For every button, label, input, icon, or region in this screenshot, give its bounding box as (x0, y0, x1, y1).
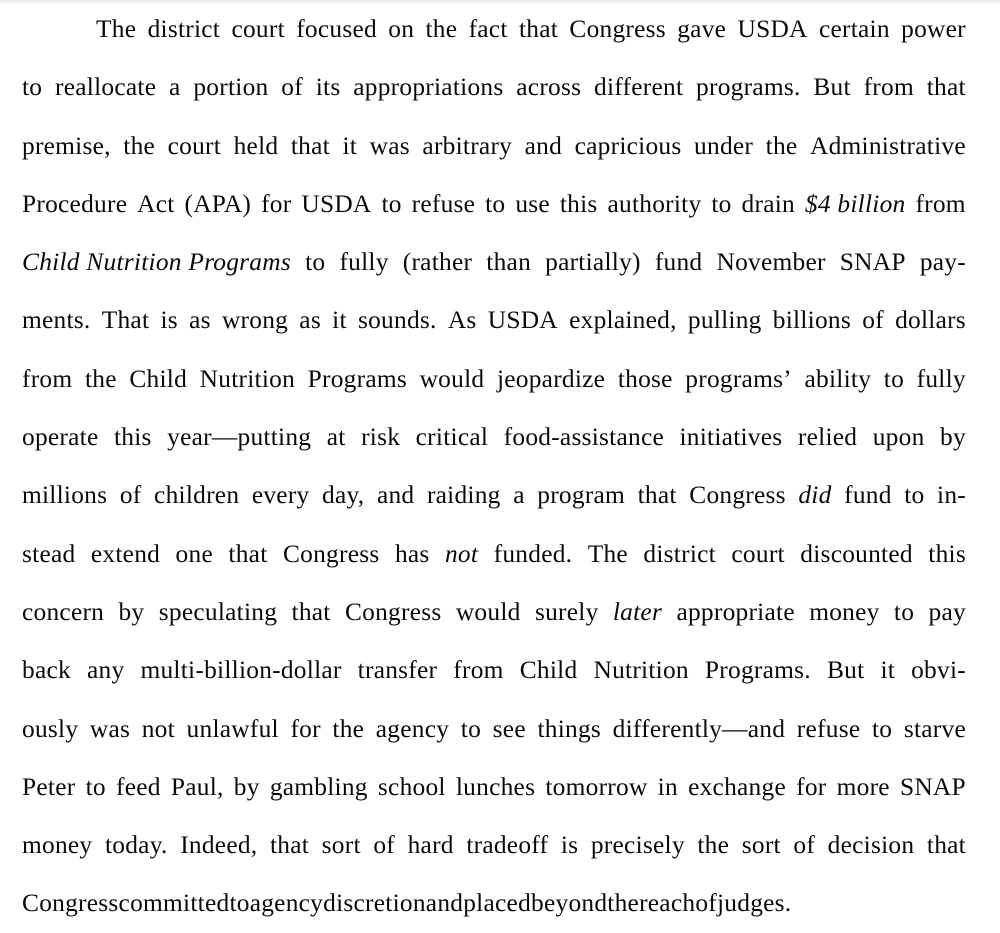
body-text: ments. (22, 306, 91, 335)
body-text: The (587, 539, 628, 568)
body-text: for (796, 772, 827, 801)
emphasis-text: later (612, 597, 663, 626)
emphasis-text: not (444, 539, 479, 568)
body-text: funded. (493, 539, 573, 568)
body-text: USDA (301, 189, 372, 218)
body-text: initiatives (679, 423, 783, 452)
body-text: things (537, 714, 602, 743)
body-text: of (793, 831, 816, 860)
body-text: as (299, 306, 321, 335)
body-text: to (904, 481, 925, 510)
body-text: and (425, 889, 464, 918)
body-text: from (915, 189, 966, 218)
body-text: appropriations (353, 73, 504, 102)
body-text: on (388, 15, 415, 43)
body-text: by (118, 597, 145, 626)
body-text: stead (22, 539, 76, 568)
body-text: transfer (357, 656, 438, 685)
body-text: Paul, (170, 772, 224, 801)
body-text: programs’ (685, 364, 792, 393)
body-text: extend (90, 539, 161, 568)
body-text: (APA) (184, 189, 252, 218)
body-text: program (537, 481, 626, 510)
body-text: is (560, 831, 579, 860)
body-text: money (809, 597, 880, 626)
body-text: gave (677, 15, 727, 43)
body-text: court (731, 539, 785, 568)
text-line (22, 408, 966, 466)
body-text: court (167, 131, 222, 160)
body-text: is (160, 306, 178, 335)
body-text: the (84, 364, 117, 393)
body-text: to (22, 73, 43, 102)
body-text: USDA (737, 15, 808, 43)
body-text: sounds. (357, 306, 437, 335)
body-text: jeopardize (496, 364, 606, 393)
body-text: Congress (22, 889, 119, 918)
body-text: at (326, 423, 346, 452)
body-text: children (154, 481, 240, 510)
body-text: to (85, 772, 106, 801)
body-text: Programs (307, 364, 407, 393)
body-text: to (381, 189, 402, 218)
body-text: more (836, 772, 890, 801)
body-text: it (342, 131, 358, 160)
body-text: obvi- (911, 656, 966, 685)
body-text: starve (903, 714, 966, 743)
body-text: refuse (796, 714, 861, 743)
body-text: as (189, 306, 211, 335)
body-text: from (22, 364, 73, 393)
body-text: was (89, 714, 131, 743)
body-text: by (233, 772, 260, 801)
body-text: a (513, 481, 525, 510)
body-text: that (269, 831, 310, 860)
body-text: Child (129, 364, 188, 393)
body-text: school (377, 772, 446, 801)
body-text: it (332, 306, 347, 335)
body-text: for (290, 714, 321, 743)
body-text: November (716, 248, 826, 277)
emphasis-text: did (798, 481, 832, 510)
body-text: its (315, 73, 341, 102)
body-text: the (123, 131, 156, 160)
body-text: district (643, 539, 716, 568)
text-line (22, 350, 966, 408)
body-text: for (261, 189, 292, 218)
body-text: reach (639, 889, 696, 918)
body-text: that (291, 597, 331, 626)
body-text: Child (519, 656, 578, 685)
body-text: today. (104, 831, 168, 860)
body-text: not (141, 714, 175, 743)
body-text: tomorrow (545, 772, 648, 801)
body-text: any (87, 656, 125, 685)
body-text: tradeoff (466, 831, 549, 860)
body-text: sort (741, 831, 781, 860)
body-text: unlawful (186, 714, 279, 743)
body-text: lunches (455, 772, 536, 801)
body-text: to (893, 597, 915, 626)
body-text: use (515, 189, 550, 218)
body-text: this (113, 423, 152, 452)
body-text: upon (872, 423, 925, 452)
body-text: drain (741, 189, 795, 218)
body-text: raiding (426, 481, 501, 510)
body-text: SNAP (839, 248, 906, 277)
body-text: it (880, 656, 896, 685)
body-text: pulling (687, 306, 762, 335)
body-text: fact (468, 15, 508, 43)
body-text: ability (804, 364, 872, 393)
body-text: to (711, 189, 732, 218)
body-text: by (940, 423, 966, 452)
body-text: agency (375, 714, 450, 743)
body-text: portion (193, 73, 269, 102)
body-text: appropriate (676, 597, 795, 626)
body-text: different (594, 73, 684, 102)
body-text: court (231, 15, 285, 43)
body-text: relied (797, 423, 858, 452)
body-text: beyond (531, 889, 608, 918)
body-text: sort (321, 831, 361, 860)
body-text: and (376, 481, 415, 510)
body-text: to (871, 714, 893, 743)
body-text: concern (22, 597, 105, 626)
body-text: a (169, 73, 181, 102)
body-text: Nutrition (199, 364, 296, 393)
body-text: food-assistance (503, 423, 664, 452)
body-text: capricious (574, 131, 682, 160)
body-text: premise, (22, 131, 111, 160)
body-text: explained, (569, 306, 677, 335)
body-text: of (373, 831, 396, 860)
body-text: of (695, 889, 717, 918)
body-text: Congress (344, 597, 442, 626)
body-text: ously (22, 714, 79, 743)
text-line (22, 58, 966, 116)
body-text: multi-billion-dollar (140, 656, 342, 685)
body-text: programs. (696, 73, 801, 102)
text-line (22, 233, 966, 291)
body-text: fully (339, 248, 389, 277)
body-text: operate (22, 423, 99, 452)
body-text: Congress (282, 539, 380, 568)
body-text: fund (844, 481, 892, 510)
body-text: one (175, 539, 213, 568)
body-text: But (826, 656, 865, 685)
body-text: As (447, 306, 477, 335)
body-text: fully (916, 364, 966, 393)
body-text: was (369, 131, 410, 160)
body-text: fund (654, 248, 703, 277)
body-text: from (863, 73, 914, 102)
body-text: speculating (158, 597, 278, 626)
body-text: the (765, 131, 798, 160)
body-text: judges. (716, 889, 792, 918)
body-text: (rather (402, 248, 473, 277)
text-line (22, 583, 966, 641)
body-text: precisely (590, 831, 685, 860)
body-text: dollars (895, 306, 966, 335)
body-text: hard (407, 831, 454, 860)
text-line (22, 700, 966, 758)
body-text: Nutrition (593, 656, 689, 685)
body-text: from (453, 656, 504, 685)
body-text: refuse (411, 189, 476, 218)
body-text: wrong (221, 306, 289, 335)
body-text: in- (937, 481, 966, 510)
body-text: agency (249, 889, 324, 918)
body-text: and (524, 131, 563, 160)
body-text: authority (607, 189, 702, 218)
body-text: those (617, 364, 673, 393)
body-text: the (332, 714, 365, 743)
body-text: billions (772, 306, 852, 335)
body-text: under (694, 131, 754, 160)
body-text: Indeed, (180, 831, 258, 860)
body-text: But (813, 73, 851, 102)
body-text: Administrative (809, 131, 966, 160)
body-text: than (486, 248, 532, 277)
body-text: back (22, 656, 71, 685)
body-text: Procedure (22, 189, 128, 218)
text-line (22, 525, 966, 583)
body-text: differently—and (612, 714, 786, 743)
body-text: would (419, 364, 485, 393)
body-text: power (901, 15, 966, 43)
text-line (22, 175, 966, 233)
body-text: the (425, 15, 458, 43)
body-text: The (96, 15, 137, 43)
body-text: feed (116, 772, 161, 801)
body-text: That (101, 306, 150, 335)
body-text: see (492, 714, 526, 743)
body-text: day, (322, 481, 365, 510)
text-line (22, 291, 966, 349)
paragraph-body (22, 0, 966, 933)
body-text: decision (827, 831, 915, 860)
body-text: would (455, 597, 521, 626)
body-text: risk (361, 423, 401, 452)
text-line (22, 466, 966, 524)
emphasis-text: Child Nutrition Programs (22, 248, 291, 277)
body-text: to (229, 889, 250, 918)
body-text: year—putting (167, 423, 312, 452)
body-text: focused (296, 15, 377, 43)
body-text: Programs. (704, 656, 811, 685)
body-text: to (305, 248, 326, 277)
body-text: that (926, 73, 966, 102)
text-line (22, 758, 966, 816)
body-text: to (460, 714, 482, 743)
body-text: held (233, 131, 279, 160)
body-text: partially) (545, 248, 641, 277)
body-text: SNAP (899, 772, 966, 801)
body-text: critical (415, 423, 489, 452)
text-line (22, 117, 966, 175)
body-text: that (290, 131, 330, 160)
emphasis-text: $4 billion (804, 189, 906, 218)
body-text: discounted (800, 539, 913, 568)
body-text: money (22, 831, 93, 860)
body-text: this (928, 539, 966, 568)
body-text: Act (137, 189, 175, 218)
body-text: to (485, 189, 506, 218)
body-text: Peter (22, 772, 76, 801)
body-text: millions (22, 481, 108, 510)
body-text: of (281, 73, 303, 102)
body-text: exchange (688, 772, 786, 801)
text-line (22, 874, 966, 932)
body-text: arbitrary (422, 131, 513, 160)
body-text: Congress (689, 481, 786, 510)
body-text: the (607, 889, 640, 918)
body-text: of (119, 481, 142, 510)
body-text: discretion (323, 889, 426, 918)
body-text: gambling (269, 772, 368, 801)
body-text: pay (928, 597, 966, 626)
body-text: of (862, 306, 884, 335)
body-text: pay- (919, 248, 966, 277)
body-text: USDA (487, 306, 558, 335)
body-text: every (251, 481, 310, 510)
text-line (22, 0, 966, 58)
body-text: placed (463, 889, 532, 918)
body-text: district (147, 15, 221, 43)
body-text: in (657, 772, 678, 801)
body-text: the (697, 831, 730, 860)
body-text: this (559, 189, 598, 218)
body-text: certain (818, 15, 890, 43)
body-text: reallocate (55, 73, 157, 102)
body-text: that (518, 15, 559, 43)
body-text: that (926, 831, 966, 860)
body-text: that (228, 539, 268, 568)
text-line (22, 641, 966, 699)
body-text: Congress (569, 15, 666, 43)
text-line (22, 816, 966, 874)
body-text: that (637, 481, 677, 510)
body-text: committed (118, 889, 230, 918)
body-text: has (394, 539, 430, 568)
body-text: surely (534, 597, 599, 626)
body-text: to (883, 364, 905, 393)
body-text: across (516, 73, 582, 102)
